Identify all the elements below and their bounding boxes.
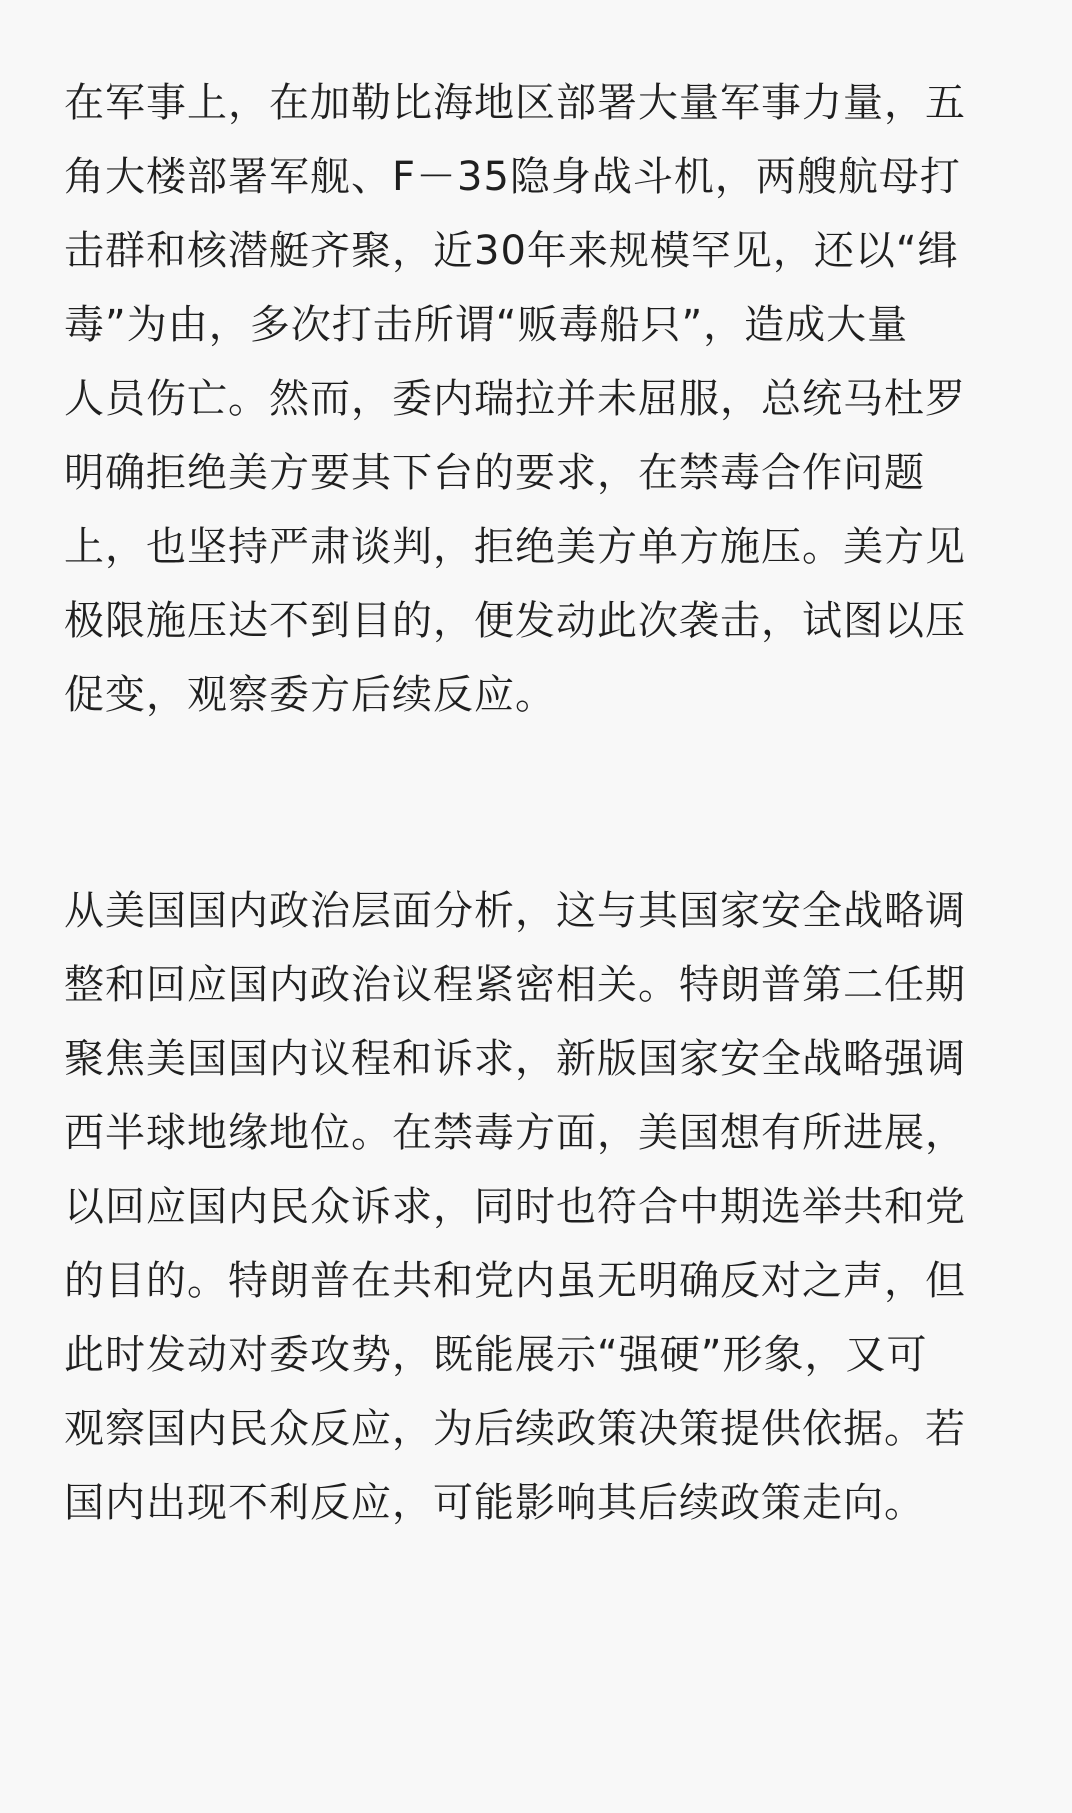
text-line: 在军事上，在加勒比海地区部署大量军事力量，五 xyxy=(64,80,966,126)
text-line: 击群和核潜艇齐聚，近30年来规模罕见，还以“缉 xyxy=(64,228,959,274)
paragraph-spacer xyxy=(64,732,1014,874)
paragraph-domestic-politics xyxy=(64,874,1014,1540)
text-line: 整和回应国内政治议程紧密相关。特朗普第二任期 xyxy=(64,962,966,1008)
paragraph-military xyxy=(64,66,1014,732)
text-line: 促变，观察委方后续反应。 xyxy=(64,672,556,718)
text-line: 以回应国内民众诉求，同时也符合中期选举共和党 xyxy=(64,1184,966,1230)
text-line: 从美国国内政治层面分析，这与其国家安全战略调 xyxy=(64,888,966,934)
text-line: 聚焦美国国内议程和诉求，新版国家安全战略强调 xyxy=(64,1036,966,1082)
text-line: 此时发动对委攻势，既能展示“强硬”形象，又可 xyxy=(64,1332,928,1378)
text-line: 观察国内民众反应，为后续政策决策提供依据。若 xyxy=(64,1406,966,1452)
text-line: 西半球地缘地位。在禁毒方面，美国想有所进展， xyxy=(64,1110,966,1156)
text-line: 明确拒绝美方要其下台的要求，在禁毒合作问题 xyxy=(64,450,925,496)
text-line: 极限施压达不到目的，便发动此次袭击，试图以压 xyxy=(64,598,966,644)
text-line: 的目的。特朗普在共和党内虽无明确反对之声，但 xyxy=(64,1258,966,1304)
text-line: 国内出现不利反应，可能影响其后续政策走向。 xyxy=(64,1480,925,1526)
text-line: 毒”为由，多次打击所谓“贩毒船只”，造成大量 xyxy=(64,302,909,348)
article-body xyxy=(64,66,1014,1540)
text-line: 上，也坚持严肃谈判，拒绝美方单方施压。美方见 xyxy=(64,524,966,570)
text-line: 人员伤亡。然而，委内瑞拉并未屈服，总统马杜罗 xyxy=(64,376,966,422)
text-line: 角大楼部署军舰、F－35隐身战斗机，两艘航母打 xyxy=(64,154,961,200)
